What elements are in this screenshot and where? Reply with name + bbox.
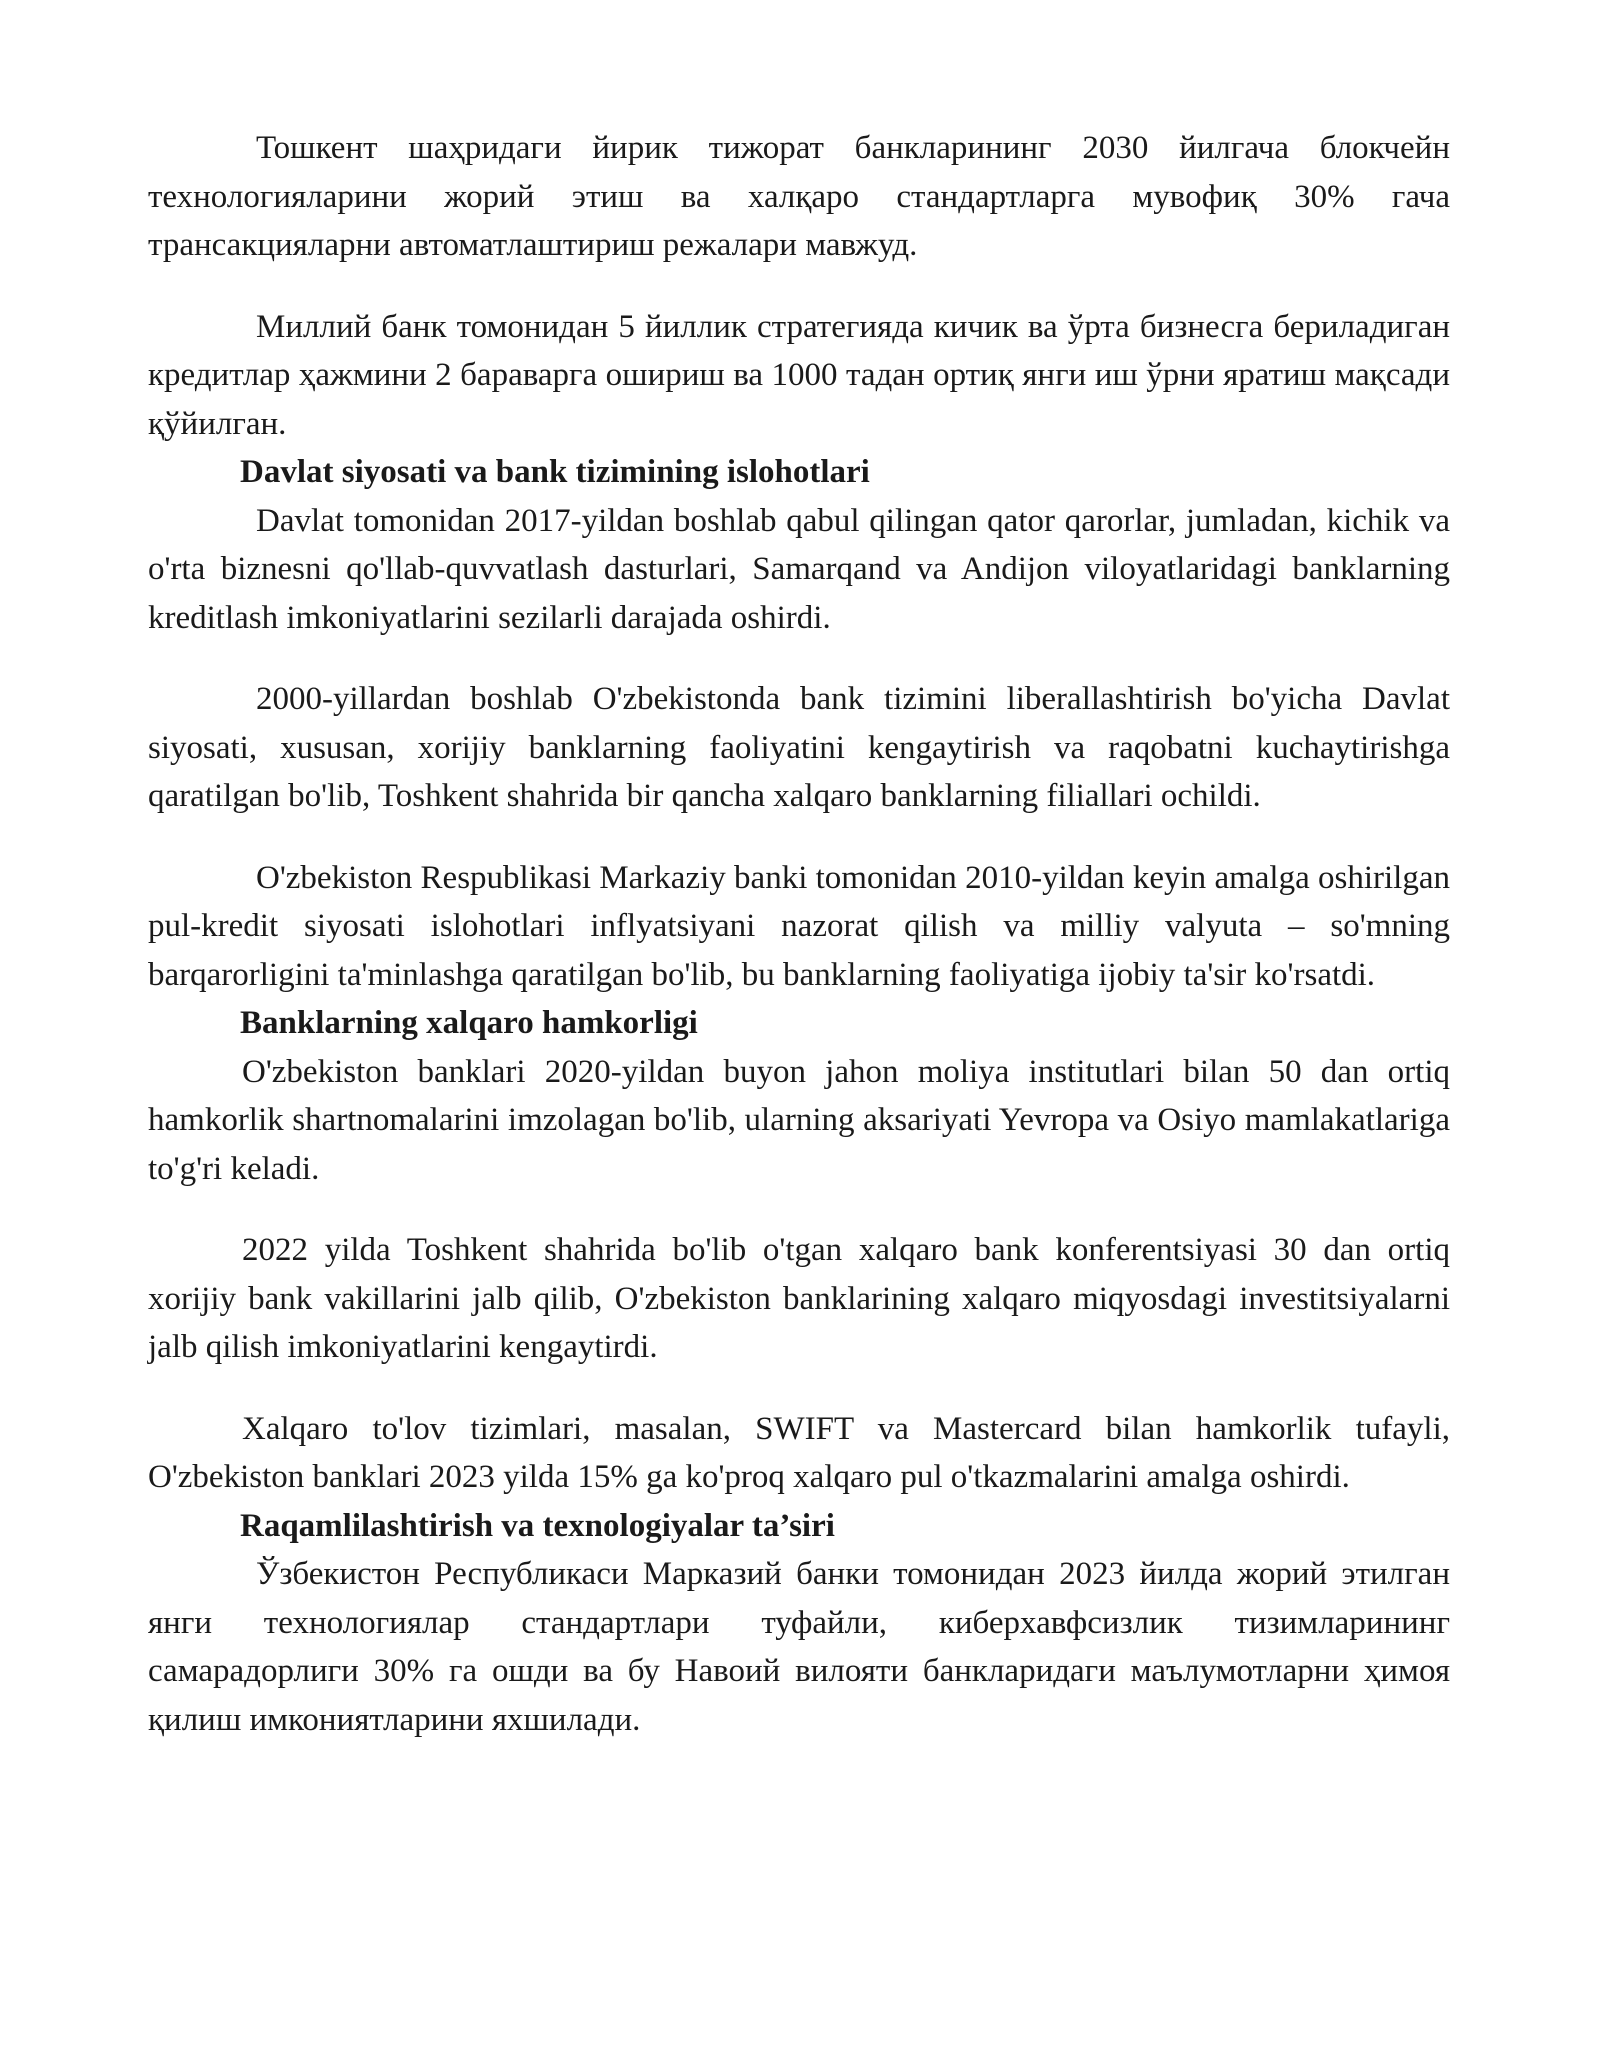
section-heading: Raqamlilashtirish va texnologiyalar ta’siri [240,1507,835,1544]
document-page [148,124,1450,1744]
paragraph: O'zbekiston Respublikasi Markaziy banki tomonidan 2010-yildan keyin amalga oshirilgan pul-kredit siyosati islohotlari inflyatsiyani nazorat qilish va milliy valyuta – so'mning barqarorligini ta'minlashga qaratilgan bo'lib, bu banklarning faoliyatiga ijobiy ta'sir ko'rsatdi. [148,859,1450,993]
paragraph: Davlat tomonidan 2017-yildan boshlab qabul qilingan qator qarorlar, jumladan, kichik va o'rta biznesni qo'llab-quvvatlash dasturlari, Samarqand va Andijon viloyatlaridagi banklarning kreditlash imkoniyatlarini sezilarli darajada oshirdi. [148,502,1450,636]
paragraph: Ўзбекистон Республикаси Марказий банки томонидан 2023 йилда жорий этилган янги технологиялар стандартлари туфайли, киберхавфсизлик тизимларининг самарадорлиги 30% га ошди ва бу Навоий вилояти банкларидаги маълумотларни ҳимоя қилиш имкониятларини яхшилади. [148,1556,1450,1738]
paragraph: O'zbekiston banklari 2020-yildan buyon jahon moliya institutlari bilan 50 dan ortiq hamkorlik shartnomalarini imzolagan bo'lib, ularning aksariyati Yevropa va Osiyo mamlakatlariga to'g'ri keladi. [148,1053,1450,1187]
section-heading: Banklarning xalqaro hamkorligi [240,1005,698,1041]
paragraph: 2000-yillardan boshlab O'zbekistonda bank tizimini liberallashtirish bo'yicha Davlat siyosati, xususan, xorijiy banklarning faoliyatini kengaytirish va raqobatni kuchaytirishga qaratilgan bo'lib, Toshkent shahrida bir qancha xalqaro banklarning filiallari ochildi. [148,681,1450,814]
paragraph: Миллий банк томонидан 5 йиллик стратегияда кичик ва ўрта бизнесга бериладиган кредитлар ҳажмини 2 бараварга ошириш ва 1000 тадан ортиқ янги иш ўрни яратиш мақсади қўйилган. [148,308,1450,442]
section-heading: Davlat siyosati va bank tizimining islohotlari [240,454,870,490]
paragraph: Тошкент шаҳридаги йирик тижорат банкларининг 2030 йилгача блокчейн технологияларини жорий этиш ва халқаро стандартларга мувофиқ 30% гача трансакцияларни автоматлаштириш режалари мавжуд. [148,130,1450,263]
paragraph: 2022 yilda Toshkent shahrida bo'lib o'tgan xalqaro bank konferentsiyasi 30 dan ortiq xorijiy bank vakillarini jalb qilib, O'zbekiston banklarining xalqaro miqyosdagi investitsiyalarni jalb qilish imkoniyatlarini kengaytirdi. [148,1232,1450,1365]
paragraph: Xalqaro to'lov tizimlari, masalan, SWIFT va Mastercard bilan hamkorlik tufayli, O'zbekiston banklari 2023 yilda 15% ga ko'proq xalqaro pul o'tkazmalarini amalga oshirdi. [148,1410,1450,1495]
